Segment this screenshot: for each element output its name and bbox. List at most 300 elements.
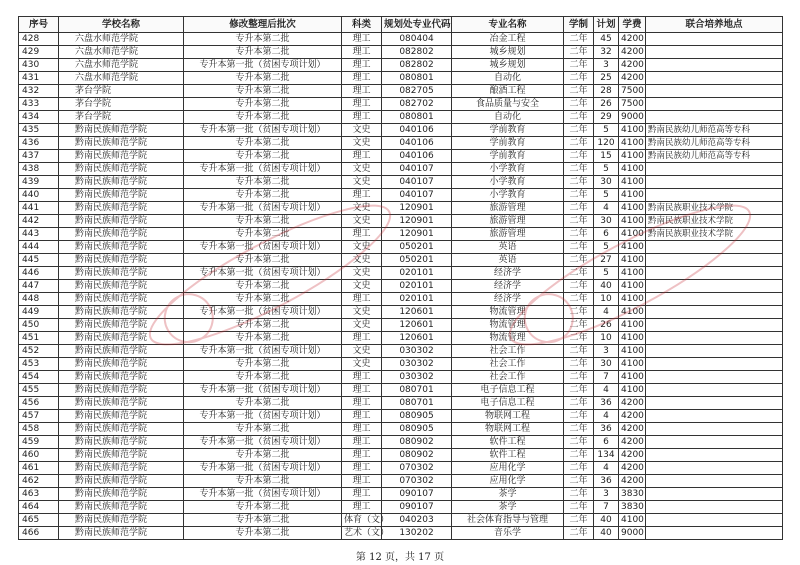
- table-row: [19, 423, 783, 436]
- cell-joint-site: [646, 176, 783, 189]
- cell-duration: 二年: [564, 254, 594, 267]
- cell-major-name: 茶学: [452, 501, 564, 514]
- cell-major-code: 082702: [382, 98, 452, 111]
- cell-plan: 3: [594, 345, 619, 358]
- cell-school: 黔南民族师范学院: [59, 436, 184, 449]
- admission-plan-sheet: [18, 16, 782, 540]
- cell-seq: 432: [19, 85, 59, 98]
- cell-school: 黔南民族师范学院: [59, 332, 184, 345]
- cell-major-name: 食品质量与安全: [452, 98, 564, 111]
- cell-batch: 专升本第二批: [184, 423, 342, 436]
- cell-plan: 10: [594, 332, 619, 345]
- table-row: [19, 33, 783, 46]
- table-row: [19, 254, 783, 267]
- cell-category: 艺术（文）: [342, 527, 382, 540]
- cell-seq: 455: [19, 384, 59, 397]
- cell-seq: 437: [19, 150, 59, 163]
- cell-fee: 4100: [619, 137, 646, 150]
- cell-major-code: 080902: [382, 436, 452, 449]
- cell-major-code: 080701: [382, 397, 452, 410]
- cell-joint-site: 黔南民族职业技术学院: [646, 215, 783, 228]
- cell-plan: 10: [594, 293, 619, 306]
- cell-seq: 433: [19, 98, 59, 111]
- table-row: [19, 137, 783, 150]
- table-row: [19, 228, 783, 241]
- cell-major-code: 040106: [382, 137, 452, 150]
- header-category: 科类: [342, 17, 382, 33]
- cell-joint-site: [646, 241, 783, 254]
- cell-seq: 457: [19, 410, 59, 423]
- cell-major-code: 040106: [382, 150, 452, 163]
- cell-category: 文史: [342, 124, 382, 137]
- cell-major-name: 软件工程: [452, 449, 564, 462]
- cell-batch: 专升本第二批: [184, 150, 342, 163]
- cell-major-name: 物流管理: [452, 319, 564, 332]
- table-row: [19, 280, 783, 293]
- cell-fee: 4200: [619, 33, 646, 46]
- cell-major-name: 电子信息工程: [452, 384, 564, 397]
- cell-category: 文史: [342, 254, 382, 267]
- cell-plan: 36: [594, 423, 619, 436]
- header-seq: 序号: [19, 17, 59, 33]
- cell-fee: 4100: [619, 384, 646, 397]
- cell-duration: 二年: [564, 98, 594, 111]
- cell-category: 理工: [342, 423, 382, 436]
- cell-fee: 4200: [619, 449, 646, 462]
- cell-duration: 二年: [564, 228, 594, 241]
- cell-plan: 4: [594, 384, 619, 397]
- cell-joint-site: [646, 85, 783, 98]
- cell-duration: 二年: [564, 72, 594, 85]
- table-row: [19, 72, 783, 85]
- cell-major-code: 040107: [382, 189, 452, 202]
- cell-school: 黔南民族师范学院: [59, 124, 184, 137]
- cell-plan: 28: [594, 85, 619, 98]
- cell-major-name: 小学教育: [452, 176, 564, 189]
- cell-school: 黔南民族师范学院: [59, 267, 184, 280]
- cell-plan: 5: [594, 163, 619, 176]
- table-row: [19, 85, 783, 98]
- cell-batch: 专升本第二批: [184, 319, 342, 332]
- cell-plan: 4: [594, 462, 619, 475]
- cell-category: 理工: [342, 46, 382, 59]
- cell-school: 六盘水师范学院: [59, 72, 184, 85]
- cell-major-name: 旅游管理: [452, 228, 564, 241]
- cell-joint-site: [646, 397, 783, 410]
- cell-major-name: 物流管理: [452, 332, 564, 345]
- cell-duration: 二年: [564, 527, 594, 540]
- table-row: [19, 163, 783, 176]
- cell-duration: 二年: [564, 111, 594, 124]
- cell-seq: 448: [19, 293, 59, 306]
- cell-major-code: 080905: [382, 423, 452, 436]
- cell-seq: 442: [19, 215, 59, 228]
- cell-duration: 二年: [564, 358, 594, 371]
- table-row: [19, 527, 783, 540]
- cell-major-name: 社会工作: [452, 345, 564, 358]
- cell-fee: 3830: [619, 488, 646, 501]
- header-joint-site: 联合培养地点: [646, 17, 783, 33]
- cell-joint-site: [646, 501, 783, 514]
- cell-joint-site: [646, 98, 783, 111]
- cell-batch: 专升本第一批（贫困专项计划）: [184, 59, 342, 72]
- cell-school: 黔南民族师范学院: [59, 189, 184, 202]
- cell-major-code: 030302: [382, 371, 452, 384]
- cell-joint-site: [646, 319, 783, 332]
- cell-fee: 4100: [619, 254, 646, 267]
- cell-school: 黔南民族师范学院: [59, 475, 184, 488]
- cell-duration: 二年: [564, 332, 594, 345]
- cell-school: 黔南民族师范学院: [59, 527, 184, 540]
- table-row: [19, 488, 783, 501]
- cell-fee: 7500: [619, 85, 646, 98]
- cell-major-code: 082705: [382, 85, 452, 98]
- cell-category: 文史: [342, 345, 382, 358]
- table-row: [19, 475, 783, 488]
- cell-seq: 458: [19, 423, 59, 436]
- cell-batch: 专升本第一批（贫困专项计划）: [184, 488, 342, 501]
- cell-fee: 4200: [619, 423, 646, 436]
- cell-seq: 441: [19, 202, 59, 215]
- cell-major-code: 040107: [382, 163, 452, 176]
- cell-fee: 4200: [619, 59, 646, 72]
- header-fee: 学费: [619, 17, 646, 33]
- cell-school: 黔南民族师范学院: [59, 280, 184, 293]
- cell-joint-site: 黔南民族幼儿师范高等专科: [646, 150, 783, 163]
- cell-plan: 25: [594, 72, 619, 85]
- cell-batch: 专升本第二批: [184, 514, 342, 527]
- cell-major-code: 020101: [382, 267, 452, 280]
- cell-joint-site: [646, 410, 783, 423]
- cell-major-code: 020101: [382, 280, 452, 293]
- table-row: [19, 397, 783, 410]
- table-row: [19, 319, 783, 332]
- cell-batch: 专升本第二批: [184, 189, 342, 202]
- cell-category: 理工: [342, 293, 382, 306]
- cell-seq: 429: [19, 46, 59, 59]
- cell-seq: 436: [19, 137, 59, 150]
- cell-fee: 4100: [619, 306, 646, 319]
- cell-batch: 专升本第二批: [184, 228, 342, 241]
- cell-category: 理工: [342, 449, 382, 462]
- cell-plan: 6: [594, 436, 619, 449]
- cell-plan: 15: [594, 150, 619, 163]
- cell-major-name: 物联网工程: [452, 423, 564, 436]
- cell-major-code: 120601: [382, 332, 452, 345]
- cell-duration: 二年: [564, 137, 594, 150]
- cell-fee: 4100: [619, 345, 646, 358]
- cell-category: 文史: [342, 163, 382, 176]
- cell-joint-site: [646, 384, 783, 397]
- cell-batch: 专升本第一批（贫困专项计划）: [184, 241, 342, 254]
- cell-major-name: 小学教育: [452, 163, 564, 176]
- table-row: [19, 150, 783, 163]
- cell-fee: 4200: [619, 462, 646, 475]
- cell-seq: 430: [19, 59, 59, 72]
- table-row: [19, 462, 783, 475]
- cell-major-name: 学前教育: [452, 150, 564, 163]
- cell-plan: 26: [594, 98, 619, 111]
- table-row: [19, 410, 783, 423]
- cell-school: 黔南民族师范学院: [59, 345, 184, 358]
- cell-plan: 5: [594, 124, 619, 137]
- cell-batch: 专升本第二批: [184, 371, 342, 384]
- cell-fee: 4100: [619, 163, 646, 176]
- cell-seq: 435: [19, 124, 59, 137]
- cell-seq: 449: [19, 306, 59, 319]
- cell-major-name: 自动化: [452, 111, 564, 124]
- table-row: [19, 202, 783, 215]
- cell-major-code: 082802: [382, 59, 452, 72]
- cell-batch: 专升本第一批（贫困专项计划）: [184, 124, 342, 137]
- cell-school: 黔南民族师范学院: [59, 228, 184, 241]
- cell-fee: 4100: [619, 189, 646, 202]
- cell-major-name: 学前教育: [452, 137, 564, 150]
- cell-duration: 二年: [564, 488, 594, 501]
- cell-category: 文史: [342, 306, 382, 319]
- cell-plan: 134: [594, 449, 619, 462]
- cell-major-code: 090107: [382, 488, 452, 501]
- cell-batch: 专升本第一批（贫困专项计划）: [184, 202, 342, 215]
- cell-plan: 40: [594, 514, 619, 527]
- cell-school: 黔南民族师范学院: [59, 319, 184, 332]
- cell-category: 理工: [342, 397, 382, 410]
- cell-plan: 30: [594, 358, 619, 371]
- cell-duration: 二年: [564, 306, 594, 319]
- cell-category: 文史: [342, 202, 382, 215]
- cell-category: 理工: [342, 111, 382, 124]
- table-row: [19, 189, 783, 202]
- cell-school: 黔南民族师范学院: [59, 449, 184, 462]
- cell-plan: 120: [594, 137, 619, 150]
- cell-batch: 专升本第二批: [184, 358, 342, 371]
- cell-category: 理工: [342, 189, 382, 202]
- cell-category: 理工: [342, 332, 382, 345]
- cell-batch: 专升本第一批（贫困专项计划）: [184, 462, 342, 475]
- cell-duration: 二年: [564, 384, 594, 397]
- cell-batch: 专升本第二批: [184, 46, 342, 59]
- cell-seq: 462: [19, 475, 59, 488]
- cell-school: 黔南民族师范学院: [59, 423, 184, 436]
- cell-seq: 460: [19, 449, 59, 462]
- cell-category: 文史: [342, 358, 382, 371]
- cell-joint-site: [646, 371, 783, 384]
- cell-major-code: 120901: [382, 202, 452, 215]
- cell-batch: 专升本第二批: [184, 33, 342, 46]
- cell-duration: 二年: [564, 371, 594, 384]
- cell-plan: 4: [594, 202, 619, 215]
- cell-seq: 453: [19, 358, 59, 371]
- cell-joint-site: [646, 488, 783, 501]
- cell-duration: 二年: [564, 59, 594, 72]
- cell-seq: 446: [19, 267, 59, 280]
- table-row: [19, 59, 783, 72]
- cell-school: 黔南民族师范学院: [59, 137, 184, 150]
- cell-duration: 二年: [564, 163, 594, 176]
- cell-fee: 4100: [619, 371, 646, 384]
- cell-category: 理工: [342, 98, 382, 111]
- cell-seq: 440: [19, 189, 59, 202]
- cell-duration: 二年: [564, 124, 594, 137]
- cell-major-name: 社会体育指导与管理: [452, 514, 564, 527]
- cell-school: 茅台学院: [59, 111, 184, 124]
- cell-joint-site: [646, 189, 783, 202]
- table-header-row: [19, 17, 783, 33]
- cell-duration: 二年: [564, 462, 594, 475]
- cell-major-code: 040106: [382, 124, 452, 137]
- table-row: [19, 124, 783, 137]
- cell-plan: 32: [594, 46, 619, 59]
- table-row: [19, 293, 783, 306]
- cell-seq: 454: [19, 371, 59, 384]
- cell-category: 理工: [342, 501, 382, 514]
- cell-school: 黔南民族师范学院: [59, 241, 184, 254]
- cell-duration: 二年: [564, 46, 594, 59]
- header-major-name: 专业名称: [452, 17, 564, 33]
- cell-category: 体育（文）: [342, 514, 382, 527]
- cell-category: 文史: [342, 176, 382, 189]
- table-row: [19, 332, 783, 345]
- cell-major-code: 080801: [382, 72, 452, 85]
- cell-duration: 二年: [564, 423, 594, 436]
- cell-fee: 4100: [619, 267, 646, 280]
- cell-joint-site: [646, 436, 783, 449]
- cell-joint-site: 黔南民族职业技术学院: [646, 228, 783, 241]
- cell-joint-site: [646, 527, 783, 540]
- cell-category: 理工: [342, 228, 382, 241]
- cell-school: 黔南民族师范学院: [59, 215, 184, 228]
- table-row: [19, 384, 783, 397]
- cell-fee: 4200: [619, 410, 646, 423]
- cell-batch: 专升本第二批: [184, 111, 342, 124]
- cell-major-name: 社会工作: [452, 358, 564, 371]
- cell-duration: 二年: [564, 267, 594, 280]
- cell-seq: 459: [19, 436, 59, 449]
- cell-seq: 434: [19, 111, 59, 124]
- cell-school: 黔南民族师范学院: [59, 358, 184, 371]
- cell-plan: 40: [594, 527, 619, 540]
- cell-major-name: 旅游管理: [452, 215, 564, 228]
- table-row: [19, 215, 783, 228]
- cell-major-code: 090107: [382, 501, 452, 514]
- cell-category: 文史: [342, 267, 382, 280]
- cell-major-name: 物流管理: [452, 306, 564, 319]
- cell-category: 理工: [342, 384, 382, 397]
- cell-major-code: 070302: [382, 462, 452, 475]
- cell-major-name: 城乡规划: [452, 59, 564, 72]
- table-row: [19, 358, 783, 371]
- cell-school: 黔南民族师范学院: [59, 488, 184, 501]
- cell-seq: 464: [19, 501, 59, 514]
- cell-category: 理工: [342, 371, 382, 384]
- cell-seq: 428: [19, 33, 59, 46]
- cell-major-name: 经济学: [452, 267, 564, 280]
- cell-plan: 3: [594, 488, 619, 501]
- cell-batch: 专升本第二批: [184, 215, 342, 228]
- cell-batch: 专升本第一批（贫困专项计划）: [184, 436, 342, 449]
- cell-joint-site: [646, 59, 783, 72]
- cell-fee: 4100: [619, 514, 646, 527]
- cell-school: 茅台学院: [59, 85, 184, 98]
- cell-joint-site: 黔南民族幼儿师范高等专科: [646, 137, 783, 150]
- cell-batch: 专升本第二批: [184, 176, 342, 189]
- cell-batch: 专升本第一批（贫困专项计划）: [184, 384, 342, 397]
- cell-joint-site: [646, 72, 783, 85]
- cell-fee: 9000: [619, 111, 646, 124]
- cell-major-name: 酿酒工程: [452, 85, 564, 98]
- cell-major-code: 120601: [382, 319, 452, 332]
- cell-duration: 二年: [564, 475, 594, 488]
- table-row: [19, 436, 783, 449]
- cell-fee: 4100: [619, 150, 646, 163]
- cell-plan: 3: [594, 59, 619, 72]
- table-row: [19, 98, 783, 111]
- table-row: [19, 345, 783, 358]
- cell-plan: 5: [594, 189, 619, 202]
- cell-joint-site: [646, 280, 783, 293]
- cell-fee: 4100: [619, 215, 646, 228]
- header-plan: 计划: [594, 17, 619, 33]
- cell-seq: 438: [19, 163, 59, 176]
- cell-fee: 4200: [619, 397, 646, 410]
- cell-major-code: 082802: [382, 46, 452, 59]
- cell-seq: 463: [19, 488, 59, 501]
- cell-school: 黔南民族师范学院: [59, 384, 184, 397]
- cell-batch: 专升本第一批（贫困专项计划）: [184, 410, 342, 423]
- cell-category: 文史: [342, 215, 382, 228]
- cell-joint-site: [646, 358, 783, 371]
- cell-category: 文史: [342, 280, 382, 293]
- cell-major-name: 物联网工程: [452, 410, 564, 423]
- cell-fee: 4100: [619, 124, 646, 137]
- cell-seq: 452: [19, 345, 59, 358]
- cell-major-code: 080902: [382, 449, 452, 462]
- cell-duration: 二年: [564, 319, 594, 332]
- cell-major-code: 070302: [382, 475, 452, 488]
- cell-major-name: 音乐学: [452, 527, 564, 540]
- cell-plan: 5: [594, 267, 619, 280]
- cell-plan: 29: [594, 111, 619, 124]
- cell-major-name: 经济学: [452, 280, 564, 293]
- cell-duration: 二年: [564, 241, 594, 254]
- cell-fee: 4200: [619, 475, 646, 488]
- table-row: [19, 111, 783, 124]
- cell-school: 黔南民族师范学院: [59, 397, 184, 410]
- cell-seq: 445: [19, 254, 59, 267]
- table-row: [19, 241, 783, 254]
- cell-major-code: 130202: [382, 527, 452, 540]
- cell-fee: 3830: [619, 501, 646, 514]
- cell-school: 黔南民族师范学院: [59, 293, 184, 306]
- cell-joint-site: [646, 163, 783, 176]
- cell-category: 理工: [342, 33, 382, 46]
- cell-major-name: 电子信息工程: [452, 397, 564, 410]
- cell-batch: 专升本第二批: [184, 85, 342, 98]
- cell-major-code: 080905: [382, 410, 452, 423]
- cell-category: 文史: [342, 319, 382, 332]
- cell-duration: 二年: [564, 202, 594, 215]
- cell-major-name: 茶学: [452, 488, 564, 501]
- cell-major-code: 080701: [382, 384, 452, 397]
- cell-school: 黔南民族师范学院: [59, 176, 184, 189]
- cell-batch: 专升本第二批: [184, 501, 342, 514]
- cell-school: 黔南民族师范学院: [59, 163, 184, 176]
- cell-category: 理工: [342, 85, 382, 98]
- cell-joint-site: [646, 293, 783, 306]
- cell-major-code: 120601: [382, 306, 452, 319]
- cell-school: 黔南民族师范学院: [59, 254, 184, 267]
- cell-duration: 二年: [564, 215, 594, 228]
